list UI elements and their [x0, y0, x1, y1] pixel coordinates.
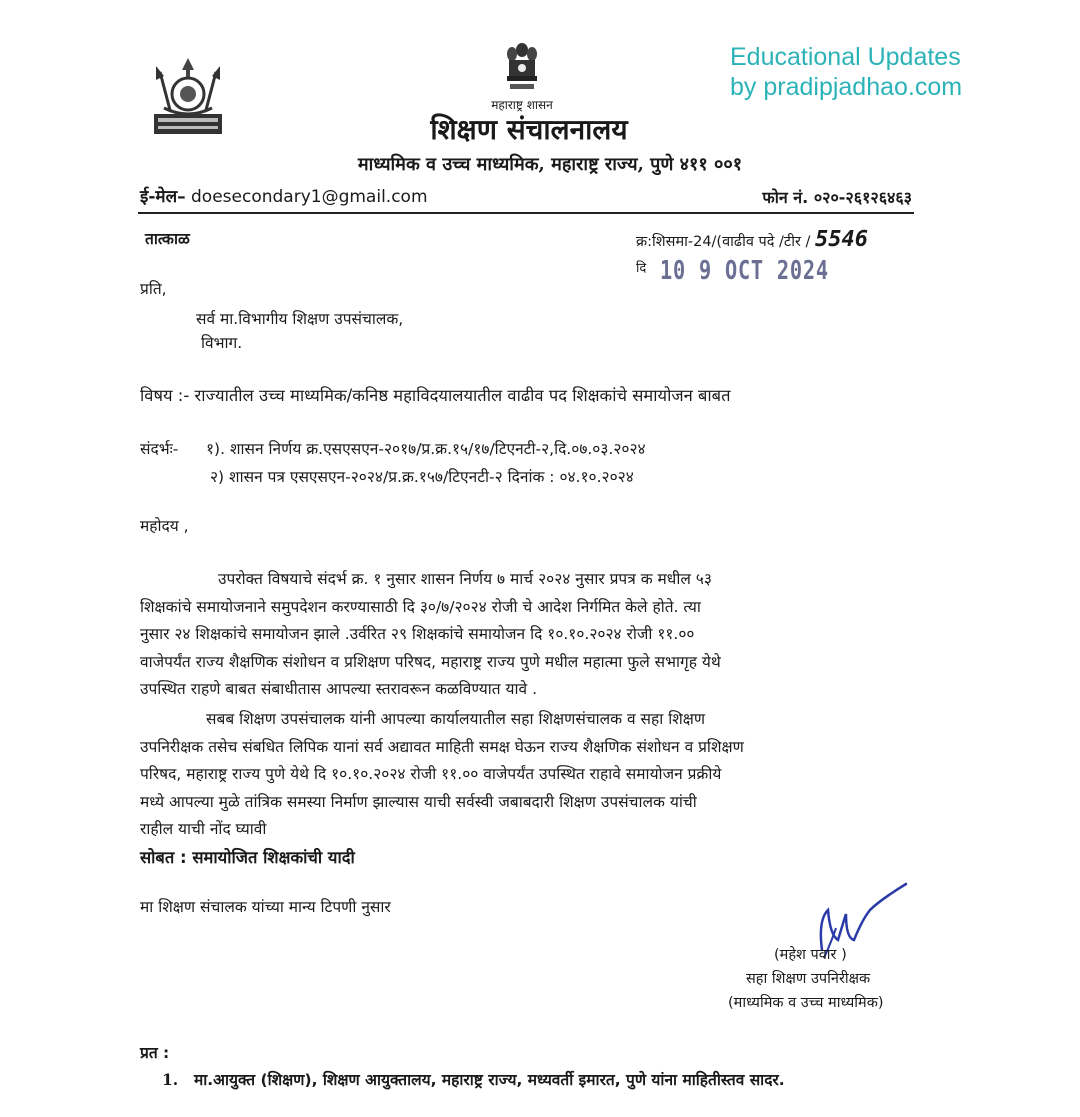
paragraph-1-line: उपरोक्त विषयाचे संदर्भ क्र. १ नुसार शासन निर्णय ७ मार्च २०२४ नुसार प्रपत्र क मधील ५३ — [218, 570, 712, 588]
paragraph-2 — [140, 706, 946, 844]
signatory-dept: (माध्यमिक व उच्च माध्यमिक) — [728, 995, 884, 1011]
office-title: शिक्षण संचालनालय — [430, 113, 628, 146]
signatory-designation: सहा शिक्षण उपनिरीक्षक — [746, 971, 871, 987]
watermark-line2: by pradipjadhao.com — [730, 73, 963, 101]
paragraph-1 — [140, 566, 946, 704]
date-stamp: 10 9 OCT 2024 — [660, 256, 829, 286]
salutation: महोदय , — [140, 517, 189, 535]
watermark-line1: Educational Updates — [730, 43, 961, 71]
copy-item: मा.आयुक्त (शिक्षण), शिक्षण आयुक्तालय, महाराष्ट्र राज्य, मध्यवर्ती इमारत, पुणे यांना माहितीस्तव सादर. — [194, 1071, 785, 1089]
date-prefix: दि — [636, 261, 647, 276]
reference-1: १). शासन निर्णय क्र.एसएसएन-२०१७/प्र.क्र.१५/१७/टिएनटी-२,दि.०७.०३.२०२४ — [206, 440, 646, 458]
paragraph-1-line: वाजेपर्यंत राज्य शैक्षणिक संशोधन व प्रशिक्षण परिषद, महाराष्ट्र राज्य पुणे मधील महात्मा फुले सभागृह येथे — [140, 652, 721, 671]
copy-label: प्रत : — [140, 1044, 170, 1062]
subject: विषय :- राज्यातील उच्च माध्यमिक/कनिष्ठ महाविदयालयातील वाढीव पद शिक्षकांचे समायोजन बाबत — [140, 386, 731, 405]
email-label: ई-मेल– — [140, 187, 186, 207]
email-line — [140, 184, 428, 207]
references-label: संदर्भः- — [140, 440, 179, 458]
paragraph-2-line: परिषद, महाराष्ट्र राज्य पुणे येथे दि १०.१०.२०२४ रोजी ११.०० वाजेपर्यंत उपस्थित राहावे समायोजन प्रक्रीये — [140, 765, 722, 783]
ref-number-prefix: क्र:शिसमा-24/(वाढीव पदे /टीर / — [636, 234, 811, 250]
paragraph-1-line: नुसार २४ शिक्षकांचे समायोजन झाले .उर्वरित २९ शिक्षकांचे समायोजन दि १०.१०.२०२४ रोजी ११.०० — [140, 625, 695, 643]
govt-name: महाराष्ट्र शासन — [491, 98, 553, 112]
paragraph-2-line: उपनिरीक्षक तसेच संबधित लिपिक यानां सर्व अद्यावत माहिती समक्ष घेऊन राज्य शैक्षणिक संशोधन व प्रशिक्षण — [140, 737, 744, 756]
paragraph-1-line: उपस्थित राहणे बाबत संबाधीतास आपल्या स्तरावरून कळविण्यात यावे . — [140, 680, 538, 698]
watermark — [730, 42, 962, 102]
paragraph-2-line: राहील याची नोंद घ्यावी — [140, 820, 267, 838]
to-line1: सर्व मा.विभागीय शिक्षण उपसंचालक, — [196, 310, 404, 328]
national-emblem-logo — [504, 40, 540, 94]
email-address: doesecondary1@gmail.com — [191, 187, 428, 207]
paragraph-1-line: शिक्षकांचे समायोजनाने समुपदेशन करण्यासाठी दि ३०/७/२०२४ रोजी चे आदेश निर्गमित केले होते. त्या — [140, 597, 701, 616]
enclosure: सोबत : समायोजित शिक्षकांची यादी — [140, 848, 355, 867]
approval-note: मा शिक्षण संचालक यांच्या मान्य टिपणी नुसार — [140, 898, 391, 916]
priority-label: तात्काळ — [145, 230, 190, 248]
phone-number: फोन नं. ०२०-२६१२६४६३ — [762, 188, 912, 207]
office-address: माध्यमिक व उच्च माध्यमिक, महाराष्ट्र राज्य, पुणे ४११ ००१ — [357, 154, 743, 175]
to-label: प्रति, — [140, 280, 167, 298]
copy-item-number: 1. — [162, 1070, 179, 1089]
header-divider — [138, 212, 914, 214]
ref-number — [636, 227, 868, 255]
paragraph-2-line: मध्ये आपल्या मुळे तांत्रिक समस्या निर्माण झाल्यास याची सर्वस्वी जबाबदारी शिक्षण उपसंचालक यांची — [140, 792, 697, 811]
to-line2: विभाग. — [201, 334, 243, 352]
ref-number-handwritten: 5546 — [815, 227, 869, 252]
paragraph-2-line: सबब शिक्षण उपसंचालक यांनी आपल्या कार्यालयातील सहा शिक्षणसंचालक व सहा शिक्षण — [206, 710, 706, 728]
reference-2: २) शासन पत्र एसएसएन-२०२४/प्र.क्र.१५७/टिएनटी-२ दिनांक : ०४.१०.२०२४ — [210, 468, 634, 486]
signatory-name: (महेश पवार ) — [774, 947, 847, 963]
